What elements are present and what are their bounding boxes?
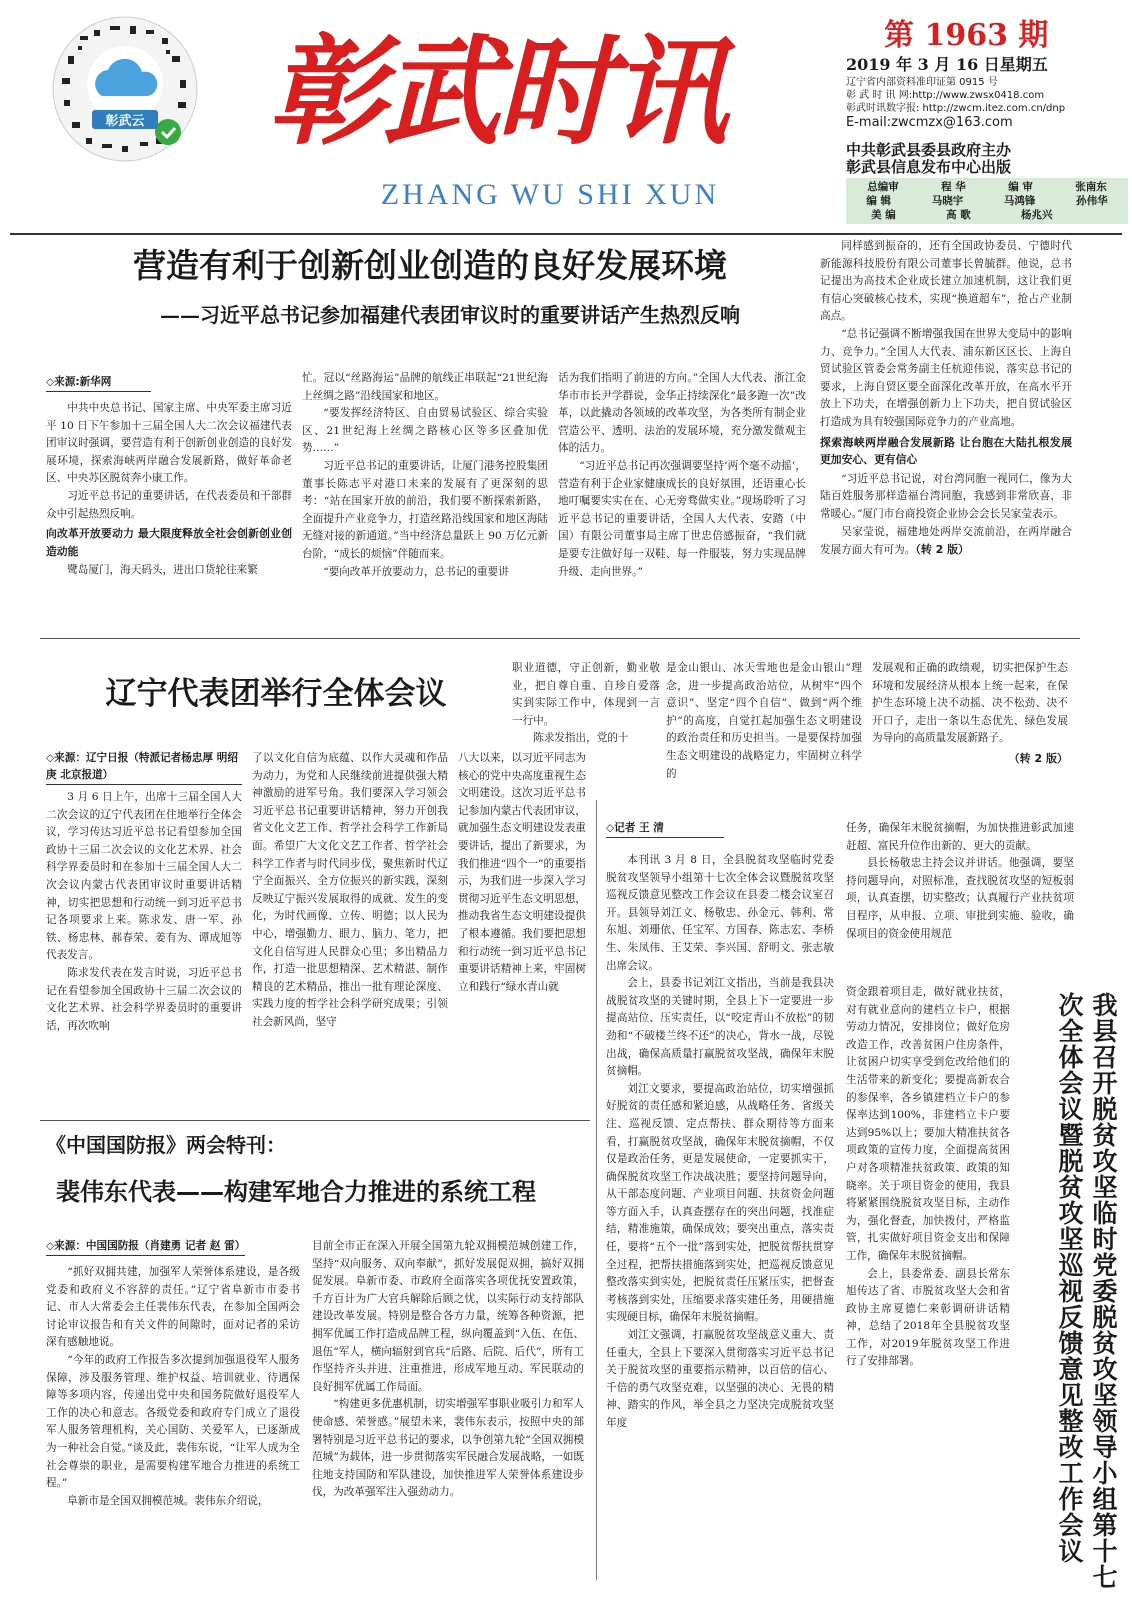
article-2-col-3 [458,750,586,1110]
article-4-col-1 [606,820,834,1590]
website-line[interactable]: 彰 武 时 讯 网:http://www.zwsx0418.com [846,90,1045,101]
article-4-col-2 [846,984,1010,1590]
paragraph: 职业道德，守正创新，勤业敬业，把自尊自重、自珍自爱落实到实际工作中，体现到一言一行中。 [512,662,660,727]
paragraph: 八大以来，以习近平同志为核心的党中央高度重视生态文明建设。这次习近平总书记参加内蒙古代表团审议，就加强生态文明建设发表重要讲话，提出了新要求，为我们推进“四个一”的重要指示，为我们进一步深入学习贯彻习近平生态文明思想，推动我省生态文明建设提供了根本遵循。我们要把思想和行动统一到习近平总书记重要讲话精神上来，牢固树立和践行“绿水青山就 [458,752,586,993]
masthead [0,0,1132,232]
editor-cell: 编 审 [1008,181,1033,193]
paragraph: 会上，县委常委、副县长常东旭传达了省、市脱贫攻坚大会和省政协主席夏德仁来彰调研讲话精神，总结了2018年全县脱贫攻坚工作，对2019年脱贫攻坚工作进行了安排部署。 [846,1267,1010,1368]
article-1-col-3 [558,370,806,624]
paragraph: 会上，县委书记刘江文指出，当前是我县决战脱贫攻坚的关键时期，全县上下一定要进一步提高站位、压实责任，以“咬定青山不放松”的韧劲和“不破楼兰终不还”的决心，背水一战，尽锐出战，确保高质量打赢脱贫攻坚战，确保年末脱贫摘帽。 [606,977,834,1078]
paragraph: “要向改革开放要动力，总书记的重要讲 [323,565,509,578]
paragraph: 吴家莹说，福建地处两岸交流前沿，在两岸融合发展方面大有可为。（转 2 版） [820,525,1072,557]
paragraph: “习近平总书记说，对台湾同胞一视同仁，像为大陆百姓服务那样造福台湾同胞，我感到非常欣喜，非常暖心。”厦门市台商投资企业协会会长吴家莹表示。 [820,472,1072,520]
article-1-col-4 [820,238,1072,618]
jump-link[interactable]: （转 2 版） [915,543,970,557]
paragraph: “习近平总书记再次强调要坚持‘两个毫不动摇’，营造有利于企业家健康成长的良好氛围，还语重心长地叮嘱要实实在在、心无旁骛做实业。”现场聆听了习近平总书记的重要讲话，全国人大代表、安踏（中国）有限公司董事局主席丁世忠倍感振奋，“我们就是要专注做好每一双鞋、每一件服装，努力实现品牌升级、走向世界。” [558,459,806,578]
paragraph: 中共中央总书记、国家主席、中央军委主席习近平 10 日下午参加十三届全国人大二次会议福建代表团审议时强调，要营造有利于创新创业创造的良好发展环境，探索海峡两岸融合发展新路，做好革命老区、中央苏区脱贫奔小康工作。 [46,402,292,485]
email-line[interactable]: E-mail:zwcmzx@163.com [846,115,1013,130]
article-2-body [46,789,242,1035]
article-3-source: ◇来源：中国国防报（肖建勇 记者 赵 雷） [46,1238,245,1256]
paragraph: 县长杨敬忠主持会议并讲话。他强调，要坚持问题导向，对照标准，查找脱贫攻坚的短板弱项，认真查摆，切实整改；认真履行产业扶贫项目程序，从申报、立项、审批到实施、验收，确保项目的资金使用规范 [846,857,1074,940]
masthead-info [846,76,1126,131]
newspaper-title: 彰武时讯 [268,22,725,161]
article-4-body [606,852,834,1433]
paragraph: “构建更多优惠机制，切实增强军事职业吸引力和军人使命感、荣誉感。”展望未来，裴伟东表示，按照中央的部署特别是习近平总书记的要求，以争创第九轮“全国双拥模范城”为载体，进一步贯彻落实军民融合发展战略，一如既往地支持国防和军队建设，加快推进军人荣誉体系建设步伐，为改革强军注入强劲动力。 [312,1398,584,1499]
article-4-col-2-top [846,820,1074,980]
paragraph: 鹭岛厦门，海天码头，进出口货轮往来繁 [67,564,258,577]
qr-label: 彰武云 [92,110,158,129]
article-2-col-3-top [512,660,660,756]
article-3-kicker: 《中国国防报》两会特刊： [46,1133,286,1157]
paragraph: “今年的政府工作报告多次提到加强退役军人服务保障，涉及服务管理、维护权益、培训就业、待遇保障等多项内容，传递出党中央和国务院做好退役军人工作的决心和意志。各级党委和政府专门成立了退役军人服务管理机构，关心国防、关爱军人，已逐渐成为一种社会自觉。”谈及此，裴伟东说，“让军人成为全社会尊崇的职业，是需要构建军地合力推进的系统工程。” [46,1353,300,1490]
paragraph: 是金山银山、冰天雪地也是金山银山”理念，进一步提高政治站位，从树牢“四个意识”、坚定“四个自信”、做到“两个维护”的高度，自觉扛起加强生态文明建设的政治责任和历史担当。一是要保持加强生态文明建设的战略定力，牢固树立科学的 [666,662,862,780]
article-2-col-5-top [872,660,1068,790]
publisher-line-1: 中共彰武县委县政府主办 [846,141,1012,159]
article-2-col-1 [46,750,242,1110]
article-1-body [46,400,292,580]
masthead-divider [10,233,1122,235]
paragraph: 陈求发代表在发言时说，习近平总书记在看望参加全国政协十三届二次会议的文化艺术界、社会科学界委员时的重要讲话，再次吹响 [46,966,242,1032]
editor-cell: 总编审 [867,181,899,193]
editor-cell: 马晓宇 [931,195,964,207]
publisher-block [846,142,1126,176]
issue-number: 第 1963 期 [884,18,1049,53]
paragraph: “抓好双拥共建，加强军人荣誉体系建设，是各级党委和政府义不容辞的责任。”辽宁省阜新市市委书记、市人大常委会主任裴伟东代表，在参加全国两会讨论审议报告和有关文件的间隙时，面对记者的采访深有感触地说。 [46,1266,300,1349]
publisher-line-2: 彰武县信息发布中心出版 [846,158,1012,176]
paragraph: 话为我们指明了前进的方向。”全国人大代表、浙江金华市市长尹学群说，金华正持续深化“最多跑一次”改革，以此撬动各领域的改革攻坚，为各类所有制企业营造公平、透明、法治的发展环境，充分激发微观主体的活力。 [558,372,806,455]
editor-cell: 孙伟华 [1076,195,1108,207]
article-1-subheading: 向改革开放要动力 最大限度释放全社会创新创业创造动能 [46,527,292,558]
editor-cell: 高 歌 [946,209,971,221]
paragraph: 刘江文要求，要提高政治站位，切实增强抓好脱贫的责任感和紧迫感，从战略任务、省级关注、巡视反馈、定点帮扶、群众期待等方面来看，打赢脱贫攻坚战，确保年末脱贫摘帽，不仅仅是政治任务，更是发展使命，一定要抓实干，确保脱贫攻坚工作决战决胜；要坚持问题导向，从干部态度问题、产业项目问题、扶贫资金问题等方面入手，认真查摆存在的突出问题，找准症结，精准施策，确保成效；要突出重点，落实责任，要将“五个一批”落到实处，把脱贫帮扶贯穿全过程，把帮扶措施落到实处，把巡视反馈意见整改落实到实处，把脱贫责任压紧压实，把督查考核落到实处，压缩要求落实建任务，用硬措施实现硬目标，确保年末脱贫摘帽。 [606,1082,834,1324]
paragraph: 阜新市是全国双拥模范城。裴伟东介绍说， [67,1494,269,1507]
paragraph: 了以文化自信为底蕴、以作大灵魂和作品为动力，为党和人民继续前进提供强大精神激励的进军号角。我们要深入学习领会习近平总书记重要讲话精神，努力开创我省文化文艺工作、哲学社会科学工作新局面。希望广大文化文艺工作者、哲学社会科学工作者与时代同步伐，聚焦新时代辽宁全面振兴、全方位振兴的新实践，深刻反映辽宁振兴发展取得的成就、发生的变化，为时代画像、立传、明德；以人民为中心，增强勤力、眼力、脑力、笔力，把文化自信写进人民群众心里；多出精品力作，打造一批思想精深、艺术精湛、制作精良的艺术精品，推出一批有理论深度、实践力度的哲学社会科学研究成果；引领社会新风尚，坚守 [252,752,448,1028]
paragraph: 刘江文强调，打赢脱贫攻坚战意义重大、责任重大，全县上下要深入贯彻落实习近平总书记关于脱贫攻坚的重要指示精神，以百倍的信心、千倍的勇气攻坚克难，以坚强的决心、无畏的精神、踏实的作风，举全县之力坚决完成脱贫攻坚年度 [606,1329,834,1429]
article-1-subhead: ——习近平总书记参加福建代表团审议时的重要讲话产生热烈反响 [160,303,740,327]
article-1-headline: 营造有利于创新创业创造的良好发展环境 [133,246,727,285]
article-1-source: ◇来源:新华网 [46,374,151,392]
paragraph: 资金跟着项目走，做好就业扶贫，对有就业意向的建档立卡户，根据劳动力情况，安排岗位；做好危房改造工作，改善贫困户住房条件，让贫困户切实享受到危改给他们的生活带来的新变化；要提高新农合的参保率，各乡镇建档立卡户的参保率达到100%，非建档立卡户要达到95%以上；要加大精准扶贫各项政策的宣传力度，全面提高贫困户对各项精准扶贫政策、政策的知晓率。关于项目资金的使用，我县将紧紧围绕脱贫攻坚目标，主动作为，强化督查，加快拨付，严格监管，扎实做好项目资金支出和保障工作，确保年末脱贫摘帽。 [846,986,1010,1262]
paragraph: 陈求发指出，党的十 [533,732,629,745]
article-4-headline: 我县召开脱贫攻坚临时党委脱贫攻坚领导小组第十七次全体会议暨脱贫攻坚巡视反馈意见整改工作会议 [1055,992,1118,1590]
paragraph: 任务，确保年末脱贫摘帽，为加快推进彰武加速赶超、富民升位作出新的、更大的贡献。 [846,822,1074,852]
paragraph: “要发挥经济特区、自由贸易试验区、综合实验区、21世纪海上丝绸之路核心区等多区叠加优势……” [302,407,548,455]
article-divider [40,1120,590,1121]
article-1-col-1 [46,374,292,624]
paragraph: “总书记强调不断增强我国在世界大变局中的影响力、竞争力。”全国人大代表、浦东新区区长、上海自贸试验区管委会常务副主任杭迎伟说，落实总书记的要求，上海自贸区要全面深化改革开放，在高水平开放上下功夫，在增强创新力上下功夫，把自贸试验区打造成为具有较强国际竞争力的产业高地。 [820,327,1072,428]
paragraph: 忙。冠以“丝路海运”品牌的航线正串联起“21世纪海上丝绸之路”沿线国家和地区。 [302,372,548,402]
editor-cell: 杨兆兴 [1021,209,1053,221]
article-3-body [46,1264,300,1510]
paragraph: 目前全市正在深入开展全国第九轮双拥模范城创建工作，坚持“双向服务、双向奉献”，抓好发展促双拥，搞好双拥促发展。阜新市委、市政府全面落实各项优抚安置政策，千方百计为广大官兵解除后顾之忧，以实际行动支持部队建设改革发展。特别是整合各方力量，统筹各种资源，把拥军优属工作打造成品牌工程，纵向覆盖到“入伍、在伍、退伍”军人，横向辐射到官兵“后路、后院、后代”，所有工作坚持齐头并进、注重推进，形成军地互动、军民联动的良好拥军优属工作局面。 [312,1240,584,1393]
newspaper-pinyin: ZHANG WU SHI XUN [380,178,720,211]
jump-link[interactable]: （转 2 版） [1008,751,1068,765]
editor-cell: 美 编 [871,209,896,221]
permit-line: 辽宁省内部资料准印证第 0915 号 [846,77,998,88]
article-3-col-1 [46,1238,300,1588]
qr-code-icon[interactable] [50,14,200,164]
editor-cell: 编 辑 [866,195,891,207]
article-2-col-4-top [666,660,862,790]
article-1-col-2 [302,370,548,624]
paragraph: 习近平总书记的重要讲话，让厦门港务控股集团董事长陈志平对港口未来的发展有了更深刻的思考：“站在国家开放的前沿，我们要不断探索新路，全面提升产业竞争力，打造丝路沿线国家和地区海陆无缝对接的新通道。”当中经济总量跃上 90 万亿元新台阶，“成长的烦恼”伴随而来。 [302,459,548,560]
column-divider [596,800,597,1580]
article-1-subheading-2: 探索海峡两岸融合发展新路 让台胞在大陆扎根发展更加安心、更有信心 [820,435,1072,467]
article-3-headline: 裴伟东代表——构建军地合力推进的系统工程 [56,1178,536,1206]
paragraph: 3 月 6 日上午，出席十三届全国人大二次会议的辽宁代表团在住地举行全体会议，学习传达习近平总书记看望参加全国政协十三届二次会议的文化艺术界、社会科学界委员时和在参加十三届全国人大二次会议内蒙古代表团审议时重要讲话精神，切实把思想和行动统一到习近平总书记各项要求上来。陈求发、唐一军、孙铁、杨忠林、郝春荣、姜有为、谭成旭等代表发言。 [46,791,242,962]
paragraph: 同样感到振奋的，还有全国政协委员、宁德时代新能源科技股份有限公司董事长曾毓群。他说，总书记提出为高技术企业成长建立加速机制，这让我们更有信心突破核心技术，实现“换道超车”，抢占产业制高点。 [820,240,1072,323]
article-divider [40,638,1080,639]
editor-cell: 马鸿锋 [1003,195,1036,207]
editor-cell: 张南东 [1075,181,1107,193]
article-4-source: ◇记者 王 清 [606,820,724,838]
paragraph: 发展观和正确的政绩观，切实把保护生态环境和发展经济从根本上统一起来，在保护生态环境上决不动摇、决不松劲、决不开口子，走出一条以生态优先、绿色发展为导向的高质量发展新路子。 [872,662,1068,745]
article-3-col-2 [312,1238,584,1588]
paragraph: 本刊讯 3 月 8 日，全县脱贫攻坚临时党委脱贫攻坚领导小组第十七次全体会议暨脱贫攻坚巡视反馈意见整改工作会议在县委二楼会议室召开。县领导刘江文、杨敬忠、孙金元、韩利、常东旭、刘珊依、任宝军、方国春、陈志宏、李桥生、朱凤伟、王艾荣、李兴国、舒明文、张志敏出席会议。 [606,854,834,972]
editor-cell: 程 华 [941,181,966,193]
paragraph: 习近平总书记的重要讲话，在代表委员和干部群众中引起热烈反响。 [46,489,292,520]
article-2-source: ◇来源：辽宁日报（特派记者杨忠厚 明绍庚 北京报道） [46,750,242,785]
digital-edition-line[interactable]: 彰武时讯数字报: http://zwcm.itez.com.cn/dnp [846,103,1066,114]
article-2-col-2 [252,750,448,1110]
issue-date: 2019 年 3 月 16 日星期五 [846,55,1048,74]
article-2-headline: 辽宁代表团举行全体会议 [105,676,447,712]
editor-box [846,178,1128,224]
